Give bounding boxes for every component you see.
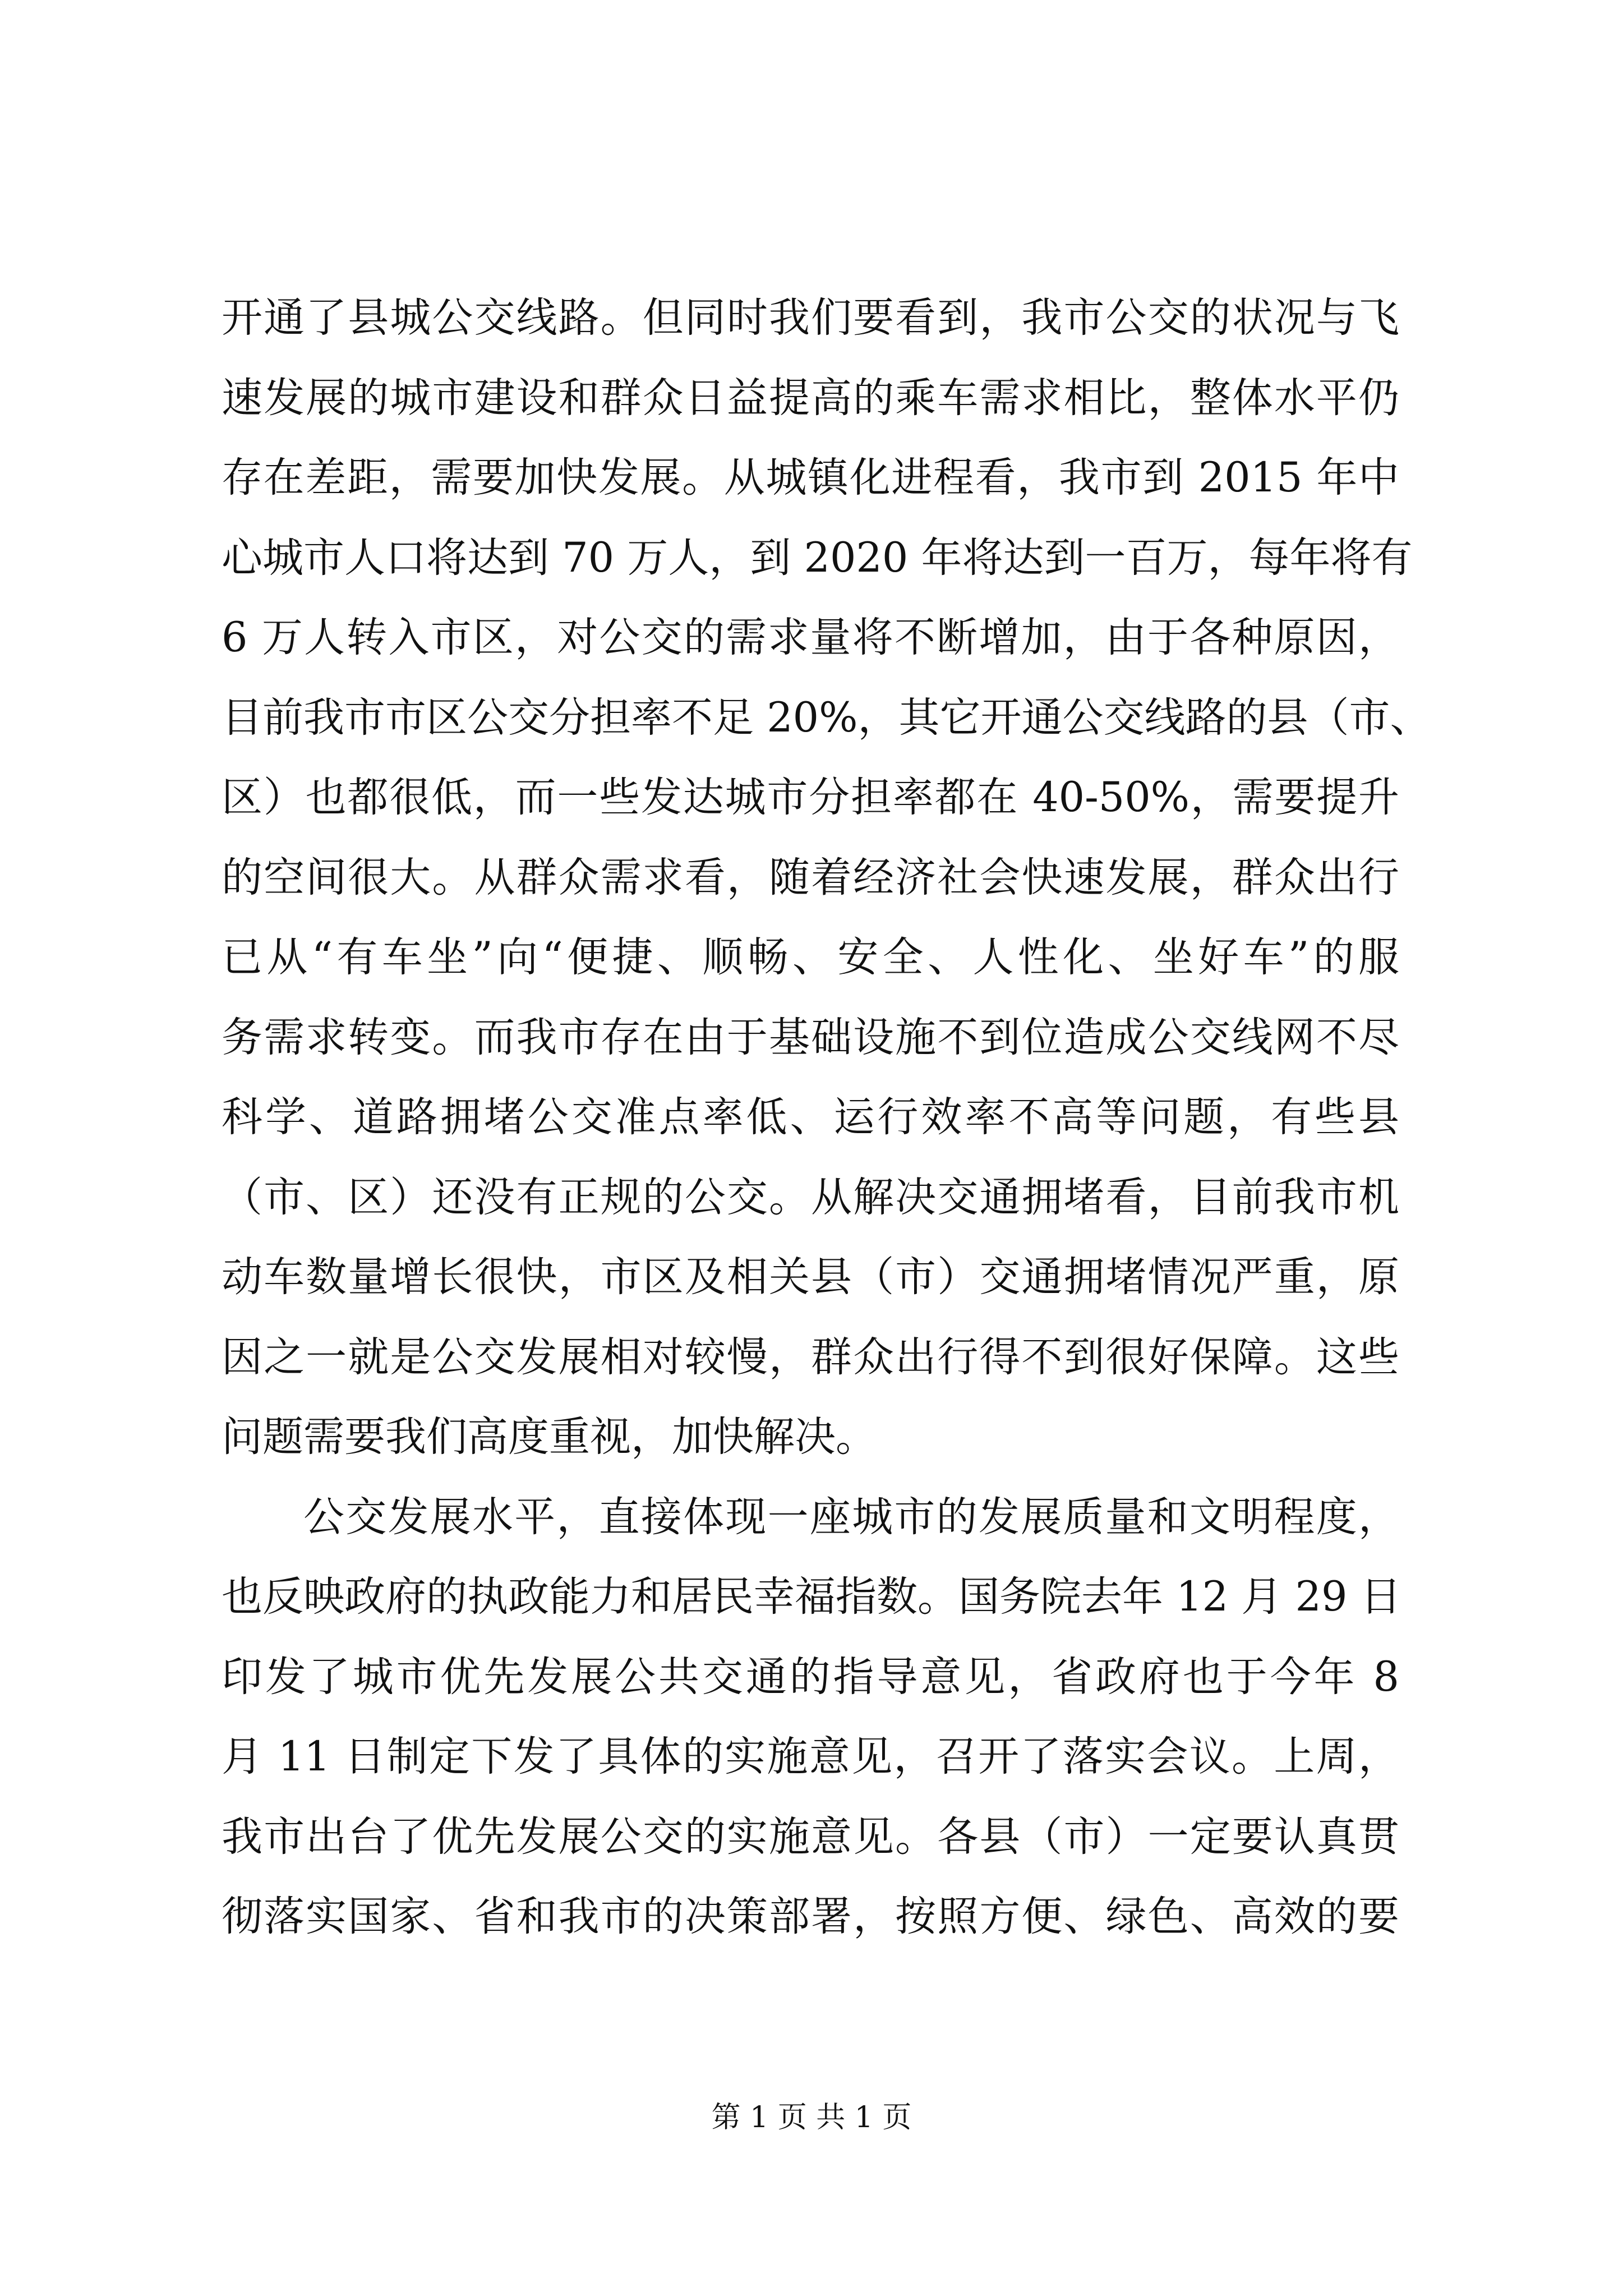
text-line: 开通了县城公交线路。但同时我们要看到，我市公交的状况与飞 <box>222 294 1399 342</box>
text-line: 我市出台了优先发展公交的实施意见。各县（市）一定要认真贯 <box>222 1812 1399 1861</box>
text-line: （市、区）还没有正规的公交。从解决交通拥堵看，目前我市机 <box>222 1173 1399 1221</box>
text-line: 动车数量增长很快，市区及相关县（市）交通拥堵情况严重，原 <box>222 1253 1399 1301</box>
text-line: 存在差距，需要加快发展。从城镇化进程看，我市到 2015 年中 <box>222 454 1399 501</box>
text-line: 目前我市市区公交分担率不足 20%，其它开通公交线路的县（市、 <box>222 693 1431 742</box>
document-body <box>222 278 1431 1957</box>
text-line: 彻落实国家、省和我市的决策部署，按照方便、绿色、高效的要 <box>222 1893 1399 1940</box>
paragraph-1 <box>222 278 1431 1478</box>
text-line: 区）也都很低，而一些发达城市分担率都在 40-50%，需要提升 <box>222 774 1399 821</box>
text-line: 问题需要我们高度重视，加快解决。 <box>222 1413 877 1461</box>
text-line: 的空间很大。从群众需求看，随着经济社会快速发展，群众出行 <box>222 853 1399 901</box>
text-line: 公交发展水平，直接体现一座城市的发展质量和文明程度， <box>303 1493 1399 1541</box>
text-line: 已从“有车坐”向“便捷、顺畅、安全、人性化、坐好车”的服 <box>222 933 1399 981</box>
text-line: 速发展的城市建设和群众日益提高的乘车需求相比，整体水平仍 <box>222 374 1399 422</box>
text-line: 也反映政府的执政能力和居民幸福指数。国务院去年 12 月 29 日 <box>222 1573 1401 1621</box>
text-line: 科学、道路拥堵公交准点率低、运行效率不高等问题，有些县 <box>222 1093 1399 1141</box>
text-line: 印发了城市优先发展公共交通的指导意见，省政府也于今年 8 <box>222 1653 1399 1701</box>
paragraph-2 <box>222 1478 1399 1957</box>
page-number-footer: 第 1 页 共 1 页 <box>711 2101 912 2134</box>
text-line: 6 万人转入市区，对公交的需求量将不断增加，由于各种原因， <box>222 614 1399 661</box>
text-line: 心城市人口将达到 70 万人，到 2020 年将达到一百万，每年将有 <box>222 533 1413 582</box>
text-line: 因之一就是公交发展相对较慢，群众出行得不到很好保障。这些 <box>222 1333 1399 1381</box>
text-line: 月 11 日制定下发了具体的实施意见，召开了落实会议。上周， <box>222 1733 1399 1780</box>
text-line: 务需求转变。而我市存在由于基础设施不到位造成公交线网不尽 <box>222 1013 1399 1061</box>
